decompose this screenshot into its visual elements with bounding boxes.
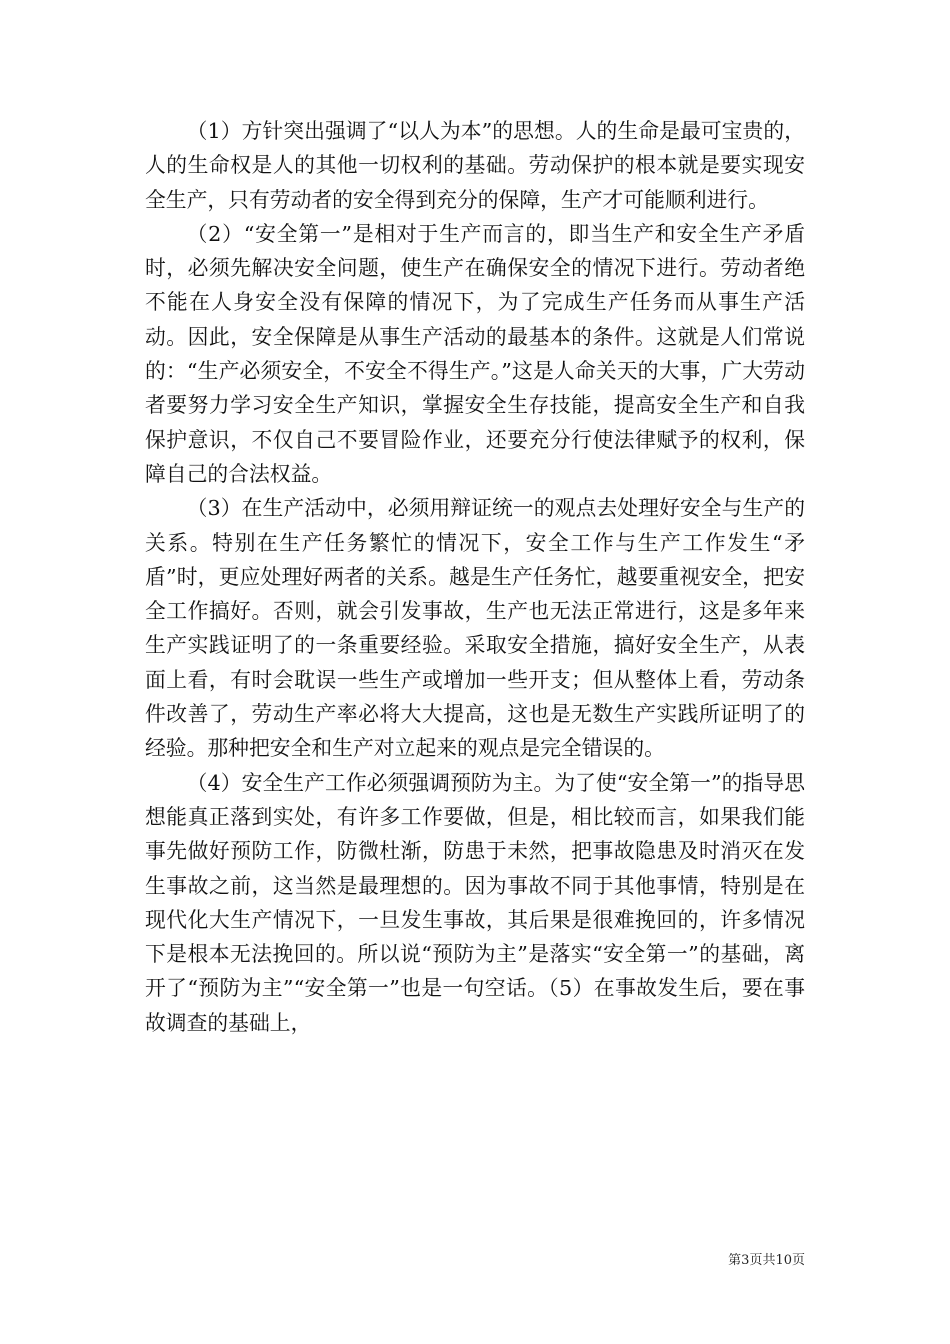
body-text	[145, 114, 805, 1040]
page-number-footer: 第3页共10页	[728, 1253, 805, 1268]
paragraph-2: （2）“安全第一”是相对于生产而言的，即当生产和安全生产矛盾时，必须先解决安全问题，使生产在确保安全的情况下进行。劳动者绝不能在人身安全没有保障的情况下，为了完成生产任务而从事生产活动。因此，安全保障是从事生产活动的最基本的条件。这就是人们常说的：“生产必须安全，不安全不得生产。”这是人命关天的大事，广大劳动者要努力学习安全生产知识，掌握安全生存技能，提高安全生产和自我保护意识，不仅自己不要冒险作业，还要充分行使法律赋予的权利，保障自己的合法权益。	[145, 221, 805, 486]
paragraph-4: （4）安全生产工作必须强调预防为主。为了使“安全第一”的指导思想能真正落到实处，有许多工作要做，但是，相比较而言，如果我们能事先做好预防工作，防微杜渐，防患于未然，把事故隐患及时消灭在发生事故之前，这当然是最理想的。因为事故不同于其他事情，特别是在现代化大生产情况下，一旦发生事故，其后果是很难挽回的，许多情况下是根本无法挽回的。所以说“预防为主”是落实“安全第一”的基础，离开了“预防为主”“安全第一”也是一句空话。（5）在事故发生后，要在事故调查的基础上，	[145, 770, 805, 1035]
paragraph-3: （3）在生产活动中，必须用辩证统一的观点去处理好安全与生产的关系。特别在生产任务繁忙的情况下，安全工作与生产工作发生“矛盾”时，更应处理好两者的关系。越是生产任务忙，越要重视安全，把安全工作搞好。否则，就会引发事故，生产也无法正常进行，这是多年来生产实践证明了的一条重要经验。采取安全措施，搞好安全生产，从表面上看，有时会耽误一些生产或增加一些开支；但从整体上看，劳动条件改善了，劳动生产率必将大大提高，这也是无数生产实践所证明了的经验。那种把安全和生产对立起来的观点是完全错误的。	[145, 496, 805, 761]
paragraph-1: （1）方针突出强调了“以人为本”的思想。人的生命是最可宝贵的，人的生命权是人的其他一切权利的基础。劳动保护的根本就是要实现安全生产，只有劳动者的安全得到充分的保障，生产才可能顺利进行。	[145, 119, 805, 212]
